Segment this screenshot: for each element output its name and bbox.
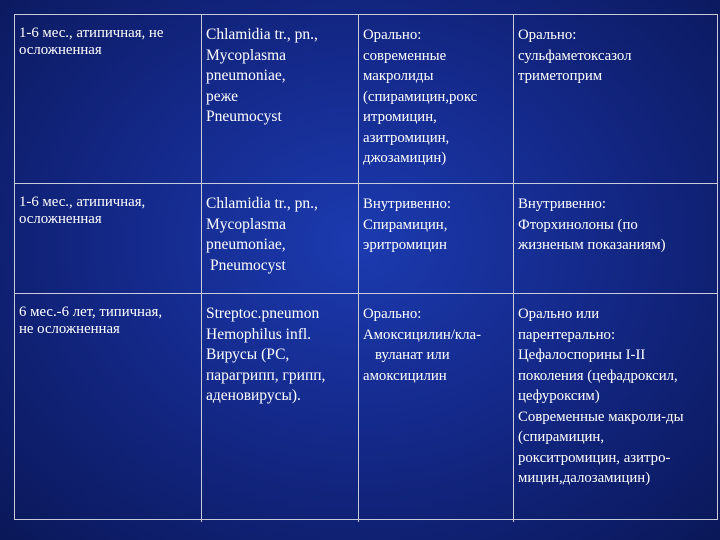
cell-line: макролиды — [363, 68, 434, 84]
age-cell — [15, 294, 201, 522]
cell-line: мицин,далозамицин) — [518, 470, 651, 486]
cell-line: Цефалоспорины I-II — [518, 347, 646, 363]
cell-line: pneumoniae, — [206, 236, 286, 253]
cell-line: не осложненная — [19, 321, 120, 337]
cell-line: амоксицилин — [363, 367, 447, 384]
therapy2-cell — [513, 15, 719, 183]
cell-line: Hemophilus infl. — [206, 325, 312, 343]
age-cell — [15, 15, 201, 183]
cell-line: 1-6 мес., атипичная, не — [19, 25, 164, 41]
cell-line: Орально или — [518, 306, 600, 322]
cell-line: цефуроксим) — [518, 388, 600, 404]
treatment-table — [14, 14, 718, 520]
cell-line: Chlamidia tr., pn., — [206, 195, 318, 212]
table-row — [15, 15, 717, 183]
pathogen-cell — [201, 184, 358, 294]
cell-line: Mycoplasma — [206, 46, 287, 64]
therapy2-cell — [513, 184, 719, 294]
cell-line: парагрипп, грипп, — [206, 366, 326, 384]
table-row — [15, 183, 717, 294]
cell-line: осложненная — [19, 42, 102, 58]
cell-line: аденовирусы). — [206, 387, 301, 404]
cell-line: Внутривенно: — [518, 196, 606, 212]
cell-line: pneumoniae, — [206, 67, 286, 84]
cell-line: 6 мес.-6 лет, типичная, — [19, 304, 163, 320]
therapy1-cell — [358, 15, 513, 183]
cell-line: эритромицин — [363, 237, 447, 253]
cell-line: сульфаметоксазол — [518, 47, 632, 64]
cell-line: поколения (цефадроксил, — [518, 367, 678, 384]
cell-line: 1-6 мес., атипичная, — [19, 194, 146, 210]
cell-line: (спирамицин,рокс — [363, 88, 478, 105]
cell-line: Современные макроли-ды — [518, 408, 684, 425]
cell-line: рокситромицин, азитро- — [518, 449, 671, 466]
cell-line: итромицин, — [363, 109, 437, 125]
cell-line: Амоксицилин/кла- — [363, 326, 481, 343]
therapy1-cell — [358, 184, 513, 294]
cell-line: современные — [363, 47, 447, 64]
cell-line: Спирамицин, — [363, 216, 448, 233]
cell-line: Орально: — [363, 306, 422, 322]
cell-line: Орально: — [363, 27, 422, 43]
pathogen-cell — [201, 294, 358, 522]
therapy1-cell — [358, 294, 513, 522]
cell-line: реже — [206, 87, 239, 105]
cell-line: триметоприм — [518, 68, 603, 84]
cell-line: джозамицин) — [363, 150, 447, 166]
cell-line: Внутривенно: — [363, 196, 451, 212]
cell-line: жизненым показаниям) — [518, 237, 666, 253]
cell-line: Орально: — [518, 27, 577, 43]
cell-line: Chlamidia tr., pn., — [206, 26, 318, 43]
cell-line: Фторхинолоны (по — [518, 216, 638, 233]
age-cell — [15, 184, 201, 294]
cell-line: азитромицин, — [363, 129, 450, 146]
therapy2-cell — [513, 294, 719, 522]
cell-line: Streptoc.pneumon — [206, 305, 320, 322]
cell-line: Pneumocyst — [210, 256, 286, 274]
cell-line: парентерально: — [518, 326, 616, 343]
cell-line: Mycoplasma — [206, 215, 287, 233]
pathogen-cell — [201, 15, 358, 183]
cell-line: осложненная — [19, 211, 102, 227]
cell-line: Pneumocyst — [206, 108, 282, 125]
cell-line: вуланат или — [375, 347, 450, 363]
cell-line: Вирусы (РС, — [206, 346, 290, 363]
table-row — [15, 293, 717, 522]
cell-line: (спирамицин, — [518, 429, 605, 445]
